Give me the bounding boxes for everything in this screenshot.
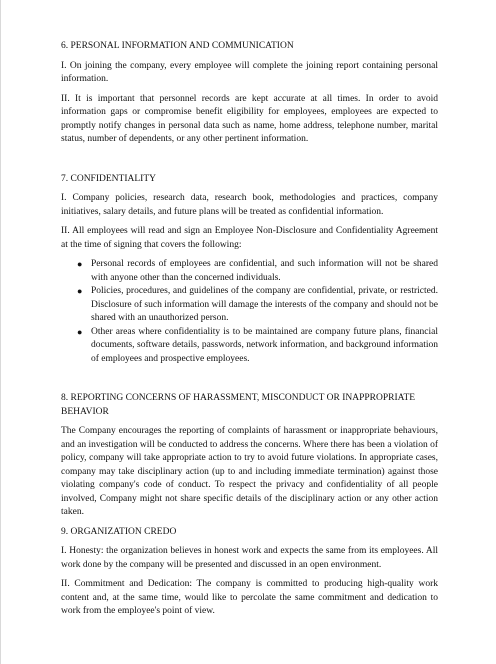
section-7-paragraph-1: I. Company policies, research data, research book, methodologies and practices, company initiatives, salary details, and future plans will be treated as confidential information. [61,193,438,217]
section-6-paragraph-1: I. On joining the company, every employee will complete the joining report containing personal information. [61,60,438,84]
section-9-heading: 9. ORGANIZATION CREDO [61,526,177,537]
bullet-dot-icon: ● [77,286,83,296]
section-9-paragraph-2: II. Commitment and Dedication: The company is committed to producing high-quality work content and, at the same time, would like to percolate the same commitment and dedication to work from the employee's point of view. [61,579,438,616]
section-spacer [61,153,438,173]
bullet-item [77,285,438,326]
section-spacer [61,372,438,392]
document-body [61,40,438,625]
bullet-text: Policies, procedures, and guidelines of the company are confidential, private, or restricted. Disclosure of such information will damage the interests of the company and should not be shared with an unauthorized person. [91,286,438,323]
section-6-paragraph-2: II. It is important that personnel records are kept accurate at all times. In order to avoid information gaps or compromise benefit eligibility for employees, employees are expected to promptly notify changes in personal data such as name, home address, telephone number, marital status, number of dependents, or any other pertinent information. [61,93,438,144]
confidentiality-bullet-list [61,258,438,366]
section-6-heading: 6. PERSONAL INFORMATION AND COMMUNICATION [61,41,294,51]
bullet-item [77,258,438,285]
bullet-text: Personal records of employees are confidential, and such information will not be shared with anyone other than the concerned individuals. [91,259,438,283]
section-7-paragraph-2: II. All employees will read and sign an Employee Non-Disclosure and Confidentiality Agreement at the time of signing that covers the following: [61,226,438,250]
bullet-dot-icon: ● [77,326,83,337]
bullet-text: Other areas where confidentiality is to be maintained are company future plans, financial documents, software details, passwords, network information, and background information of employees and prospective employees. [91,326,438,364]
section-8-heading: 8. REPORTING CONCERNS OF HARASSMENT, MISCONDUCT OR INAPPROPRIATE BEHAVIOR [61,393,416,417]
bullet-dot-icon: ● [77,259,83,269]
bullet-item [77,326,438,367]
section-7-heading: 7. CONFIDENTIALITY [61,173,156,184]
section-8-paragraph-1: The Company encourages the reporting of complaints of harassment or inappropriate behaviours, and an investigation will be conducted to address the concerns. Where there has been a violation of policy, company will take appropriate action to try to avoid future violations. In appropriate cases, company may take disciplinary action (up to and including immediate termination) against those violating company's code of conduct. To respect the privacy and confidentiality of all people involved, Company might not share specific details of the disciplinary action or any other action taken. [61,426,438,517]
section-9-paragraph-1: I. Honesty: the organization believes in honest work and expects the same from its employees. All work done by the company will be presented and discussed in an open environment. [61,546,438,570]
